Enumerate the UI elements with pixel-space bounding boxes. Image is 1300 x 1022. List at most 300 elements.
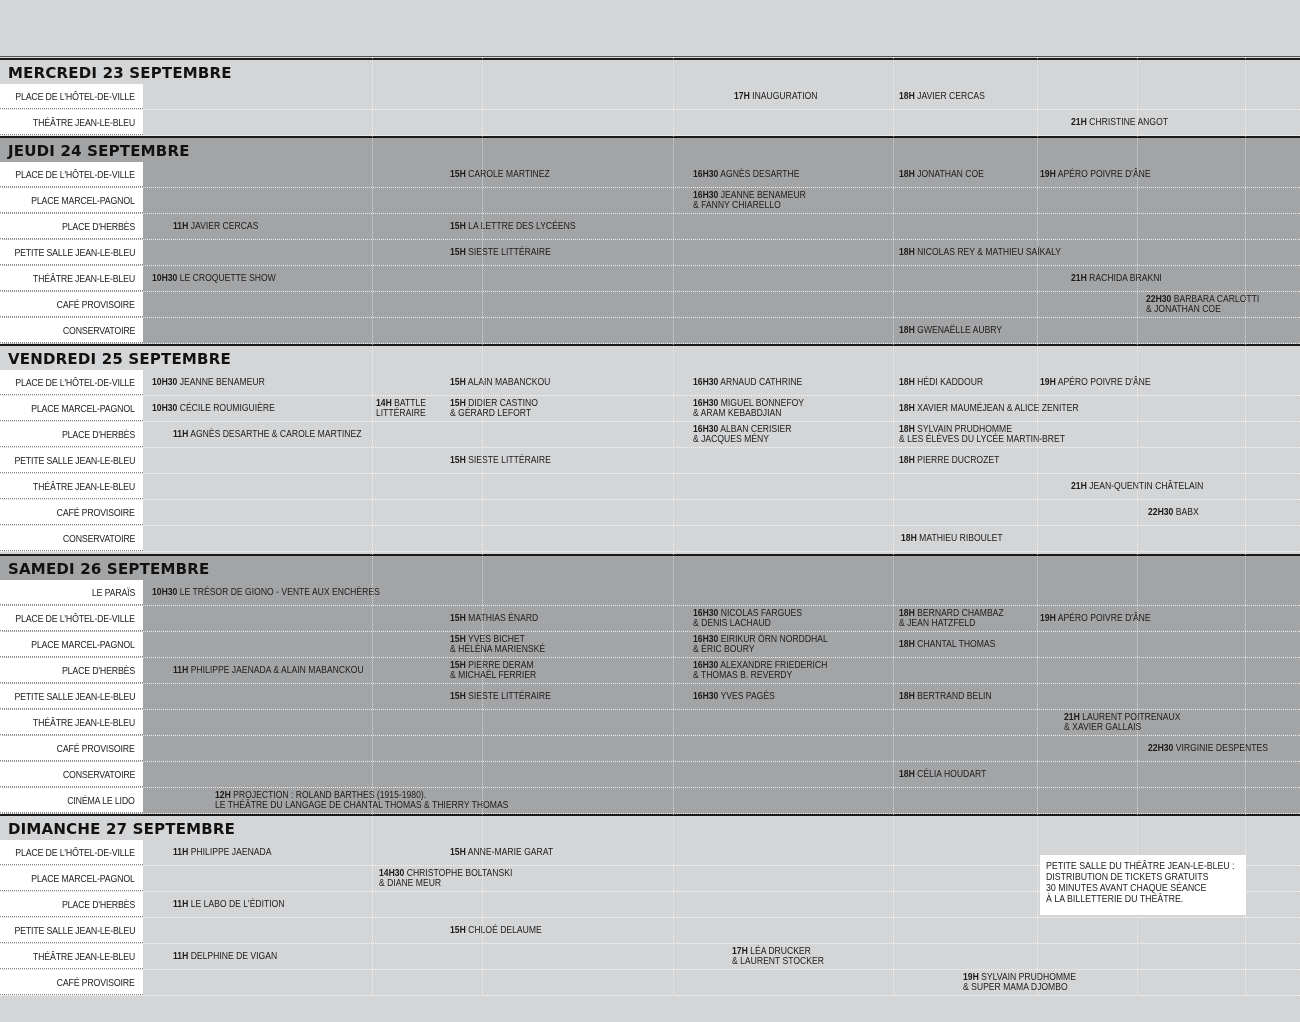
- event-entry: [450, 614, 538, 624]
- event-line: [450, 170, 550, 180]
- event-entry: [1148, 508, 1199, 518]
- day-header: [0, 814, 1300, 840]
- schedule-row: [0, 266, 1300, 292]
- venue-label: THÉÂTRE JEAN-LE-BLEU: [32, 118, 135, 129]
- day-section: [0, 136, 1300, 344]
- event-text: SIESTE LITTÉRAIRE: [468, 247, 551, 258]
- event-entry: [1040, 170, 1151, 180]
- venue-cell: [0, 736, 143, 761]
- schedule-row: [0, 370, 1300, 396]
- event-entry: [899, 425, 1065, 445]
- event-text: PIERRE DUCROZET: [917, 455, 1000, 466]
- day-title: JEUDI 24 SEPTEMBRE: [8, 142, 190, 160]
- event-line: [450, 248, 551, 258]
- event-time: 16H30: [693, 398, 719, 409]
- day-title: MERCREDI 23 SEPTEMBRE: [8, 64, 232, 82]
- event-line: [693, 671, 827, 681]
- event-time: 10H30: [152, 273, 178, 284]
- event-line: [693, 409, 804, 419]
- event-text: & SUPER MAMA DJOMBO: [963, 982, 1068, 993]
- event-line: [152, 378, 265, 388]
- event-entry: [693, 191, 806, 211]
- event-entry: [899, 770, 986, 780]
- event-text: & ARAM KEBABDJIAN: [693, 408, 782, 419]
- event-text: JAVIER CERCAS: [917, 91, 985, 102]
- event-text: & ÉRIC BOURY: [693, 644, 755, 655]
- event-text: BABX: [1175, 507, 1199, 518]
- event-entry: [379, 869, 512, 889]
- event-time: 15H: [450, 660, 466, 671]
- venue-label: PLACE MARCEL-PAGNOL: [31, 404, 135, 415]
- event-text: YVES PAGÈS: [720, 691, 775, 702]
- event-line: [173, 848, 271, 858]
- venue-label: PETITE SALLE JEAN-LE-BLEU: [14, 926, 135, 937]
- event-entry: [450, 222, 576, 232]
- event-time: 19H: [1040, 377, 1056, 388]
- day-title: VENDREDI 25 SEPTEMBRE: [8, 350, 231, 368]
- event-entry: [693, 399, 804, 419]
- column-guide: [482, 57, 483, 997]
- event-entry: [215, 791, 508, 811]
- event-text: SYLVAIN PRUDHOMME: [981, 972, 1076, 983]
- event-text: BERNARD CHAMBAZ: [917, 608, 1004, 619]
- event-entry: [899, 640, 995, 650]
- event-text: CÉCILE ROUMIGUIÈRE: [179, 403, 275, 414]
- event-time: 18H: [899, 455, 915, 466]
- venue-label: PLACE MARCEL-PAGNOL: [31, 640, 135, 651]
- event-line: [450, 848, 553, 858]
- event-time: 15H: [450, 377, 466, 388]
- venue-label: PLACE DE L'HÔTEL-DE-VILLE: [15, 848, 135, 859]
- day-header: [0, 136, 1300, 162]
- event-text: & GÉRARD LEFORT: [450, 408, 532, 419]
- event-text: & MICHAËL FERRIER: [450, 670, 537, 681]
- event-time: 14H30: [379, 868, 405, 879]
- schedule-row: [0, 110, 1300, 136]
- event-entry: [450, 635, 545, 655]
- notice-line: DISTRIBUTION DE TICKETS GRATUITS: [1046, 872, 1209, 883]
- event-text: VIRGINIE DESPENTES: [1175, 743, 1268, 754]
- event-line: [899, 404, 1079, 414]
- event-text: CHANTAL THOMAS: [917, 639, 996, 650]
- event-text: JEAN-QUENTIN CHÂTELAIN: [1089, 481, 1204, 492]
- event-text: & DIANE MEUR: [379, 878, 442, 889]
- event-entry: [693, 425, 791, 445]
- event-text: LAURENT POITRENAUX: [1082, 712, 1181, 723]
- event-entry: [899, 456, 999, 466]
- event-text: ALBAN CERISIER: [720, 424, 792, 435]
- venue-label: PLACE D'HERBÈS: [61, 430, 135, 441]
- event-text: ARNAUD CATHRINE: [720, 377, 803, 388]
- event-time: 21H: [1071, 117, 1087, 128]
- event-time: 21H: [1071, 273, 1087, 284]
- venue-cell: [0, 240, 143, 265]
- event-line: [1071, 274, 1162, 284]
- event-text: & THOMAS B. REVERDY: [693, 670, 793, 681]
- venue-cell: [0, 292, 143, 317]
- event-text: CHRISTOPHE BOLTANSKI: [406, 868, 513, 879]
- schedule-row: [0, 918, 1300, 944]
- event-text: LE THÉÂTRE DU LANGAGE DE CHANTAL THOMAS & THIERRY THOMAS: [215, 800, 509, 811]
- ticket-notice: [1040, 855, 1246, 915]
- schedule-row: [0, 632, 1300, 658]
- venue-cell: [0, 710, 143, 735]
- event-line: [899, 435, 1065, 445]
- event-text: MATHIAS ÉNARD: [468, 613, 539, 624]
- event-entry: [450, 378, 550, 388]
- venue-label: CAFÉ PROVISOIRE: [56, 300, 135, 311]
- event-line: [693, 619, 802, 629]
- notice-line: 30 MINUTES AVANT CHAQUE SÉANCE: [1046, 883, 1207, 894]
- schedule-row: [0, 684, 1300, 710]
- event-entry: [450, 170, 550, 180]
- event-line: [152, 274, 276, 284]
- event-line: [899, 378, 983, 388]
- event-time: 10H30: [152, 403, 178, 414]
- day-title: DIMANCHE 27 SEPTEMBRE: [8, 820, 236, 838]
- day-title: SAMEDI 26 SEPTEMBRE: [8, 560, 210, 578]
- event-text: & XAVIER GALLAIS: [1064, 722, 1142, 733]
- event-text: & LAURENT STOCKER: [732, 956, 824, 967]
- event-line: [379, 879, 512, 889]
- event-line: [376, 409, 426, 419]
- event-text: LA LETTRE DES LYCÉENS: [468, 221, 576, 232]
- event-entry: [693, 661, 827, 681]
- event-text: & JACQUES MÉNY: [693, 434, 769, 445]
- event-time: 21H: [1064, 712, 1080, 723]
- event-line: [899, 692, 992, 702]
- event-time: 16H30: [693, 377, 719, 388]
- event-text: RACHIDA BRAKNI: [1089, 273, 1162, 284]
- day-header: [0, 344, 1300, 370]
- event-time: 17H: [732, 946, 748, 957]
- event-line: [899, 170, 984, 180]
- event-text: BARBARA CARLOTTI: [1173, 294, 1260, 305]
- day-section: [0, 344, 1300, 552]
- event-time: 22H30: [1148, 507, 1174, 518]
- schedule-row: [0, 84, 1300, 110]
- venue-label: PLACE D'HERBÈS: [61, 222, 135, 233]
- notice-line: PETITE SALLE DU THÉÂTRE JEAN-LE-BLEU :: [1046, 861, 1235, 872]
- event-text: XAVIER MAUMÉJEAN & ALICE ZENITER: [917, 403, 1079, 414]
- event-text: PHILIPPE JAENADA: [190, 847, 272, 858]
- event-text: DIDIER CASTINO: [468, 398, 538, 409]
- event-entry: [173, 900, 285, 910]
- event-entry: [450, 848, 553, 858]
- venue-label: PLACE DE L'HÔTEL-DE-VILLE: [15, 92, 135, 103]
- event-entry: [899, 92, 985, 102]
- schedule-row: [0, 318, 1300, 344]
- event-line: [693, 645, 828, 655]
- event-entry: [152, 588, 380, 598]
- event-entry: [963, 973, 1076, 993]
- venue-label: CAFÉ PROVISOIRE: [56, 978, 135, 989]
- venue-cell: [0, 110, 143, 135]
- venue-cell: [0, 658, 143, 683]
- venue-label: PETITE SALLE JEAN-LE-BLEU: [14, 456, 135, 467]
- event-line: [899, 640, 995, 650]
- venue-cell: [0, 762, 143, 787]
- column-guide: [1037, 57, 1038, 997]
- venue-label: PLACE MARCEL-PAGNOL: [31, 196, 135, 207]
- event-line: [450, 692, 551, 702]
- event-time: 12H: [215, 790, 231, 801]
- event-entry: [376, 399, 426, 419]
- event-entry: [693, 635, 828, 655]
- event-text: SIESTE LITTÉRAIRE: [468, 691, 551, 702]
- event-line: [732, 957, 824, 967]
- event-time: 18H: [899, 247, 915, 258]
- venue-label: PLACE DE L'HÔTEL-DE-VILLE: [15, 378, 135, 389]
- day-header: [0, 58, 1300, 84]
- event-line: [899, 770, 986, 780]
- event-time: 18H: [901, 533, 917, 544]
- event-text: APÉRO POIVRE D'ÂNE: [1057, 377, 1151, 388]
- event-entry: [152, 274, 276, 284]
- venue-cell: [0, 266, 143, 291]
- schedule-row: [0, 710, 1300, 736]
- schedule-row: [0, 240, 1300, 266]
- event-entry: [899, 326, 1002, 336]
- day-section: [0, 58, 1300, 136]
- venue-cell: [0, 840, 143, 865]
- event-entry: [899, 692, 992, 702]
- event-time: 10H30: [152, 377, 178, 388]
- event-time: 15H: [450, 398, 466, 409]
- event-time: 16H30: [693, 169, 719, 180]
- event-entry: [173, 952, 277, 962]
- event-entry: [450, 692, 551, 702]
- event-text: & JONATHAN COE: [1146, 304, 1221, 315]
- event-line: [450, 614, 538, 624]
- event-time: 18H: [899, 424, 915, 435]
- event-entry: [152, 404, 275, 414]
- event-entry: [1146, 295, 1259, 315]
- event-line: [1040, 170, 1151, 180]
- event-text: NICOLAS REY & MATHIEU SAÏKALY: [917, 247, 1062, 258]
- event-time: 18H: [899, 169, 915, 180]
- venue-cell: [0, 526, 143, 551]
- event-line: [450, 926, 542, 936]
- schedule-row: [0, 526, 1300, 552]
- event-line: [1148, 508, 1199, 518]
- event-line: [899, 619, 1004, 629]
- event-text: LE LABO DE L'ÉDITION: [190, 899, 285, 910]
- venue-label: PLACE DE L'HÔTEL-DE-VILLE: [15, 614, 135, 625]
- event-text: ALAIN MABANCKOU: [467, 377, 551, 388]
- event-text: LÉA DRUCKER: [750, 946, 811, 957]
- event-entry: [693, 378, 802, 388]
- event-text: SYLVAIN PRUDHOMME: [917, 424, 1012, 435]
- schedule-row: [0, 606, 1300, 632]
- column-guide: [372, 57, 373, 997]
- venue-cell: [0, 606, 143, 631]
- event-line: [1146, 305, 1259, 315]
- event-time: 18H: [899, 377, 915, 388]
- event-line: [734, 92, 817, 102]
- event-line: [963, 983, 1076, 993]
- event-text: BERTRAND BELIN: [917, 691, 992, 702]
- schedule-row: [0, 188, 1300, 214]
- event-line: [1040, 614, 1151, 624]
- venue-cell: [0, 632, 143, 657]
- schedule-row: [0, 422, 1300, 448]
- venue-label: CAFÉ PROVISOIRE: [56, 744, 135, 755]
- event-entry: [693, 692, 775, 702]
- event-text: GWENAËLLE AUBRY: [917, 325, 1003, 336]
- event-time: 15H: [450, 169, 466, 180]
- schedule-row: [0, 788, 1300, 814]
- event-text: & HÉLÉNA MARIENSKÉ: [450, 644, 546, 655]
- event-text: PIERRE DERAM: [468, 660, 534, 671]
- event-entry: [734, 92, 817, 102]
- event-entry: [732, 947, 824, 967]
- venue-label: THÉÂTRE JEAN-LE-BLEU: [32, 274, 135, 285]
- event-entry: [899, 404, 1079, 414]
- event-time: 16H30: [693, 190, 719, 201]
- event-line: [152, 404, 275, 414]
- event-time: 18H: [899, 769, 915, 780]
- schedule-row: [0, 162, 1300, 188]
- venue-cell: [0, 318, 143, 343]
- event-line: [693, 692, 775, 702]
- venue-cell: [0, 162, 143, 187]
- schedule-row: [0, 396, 1300, 422]
- event-time: 19H: [1040, 169, 1056, 180]
- event-time: 15H: [450, 613, 466, 624]
- event-text: JEANNE BENAMEUR: [179, 377, 265, 388]
- event-time: 15H: [450, 691, 466, 702]
- event-text: JONATHAN COE: [917, 169, 984, 180]
- venue-cell: [0, 448, 143, 473]
- event-entry: [899, 378, 983, 388]
- event-entry: [152, 378, 265, 388]
- event-line: [450, 645, 545, 655]
- venue-cell: [0, 500, 143, 525]
- event-time: 18H: [899, 691, 915, 702]
- event-text: CHRISTINE ANGOT: [1089, 117, 1169, 128]
- schedule-row: [0, 944, 1300, 970]
- event-time: 19H: [963, 972, 979, 983]
- event-text: MATHIEU RIBOULET: [919, 533, 1003, 544]
- event-text: APÉRO POIVRE D'ÂNE: [1057, 169, 1151, 180]
- venue-label: CONSERVATOIRE: [62, 326, 135, 337]
- event-entry: [901, 534, 1003, 544]
- event-text: YVES BICHET: [468, 634, 525, 645]
- event-text: & JEAN HATZFELD: [899, 618, 976, 629]
- event-text: BATTLE: [394, 398, 427, 409]
- event-line: [450, 222, 576, 232]
- event-time: 16H30: [693, 691, 719, 702]
- venue-label: THÉÂTRE JEAN-LE-BLEU: [32, 952, 135, 963]
- event-time: 16H30: [693, 608, 719, 619]
- venue-label: PLACE DE L'HÔTEL-DE-VILLE: [15, 170, 135, 181]
- venue-cell: [0, 84, 143, 109]
- schedule-row: [0, 736, 1300, 762]
- venue-cell: [0, 866, 143, 891]
- event-line: [450, 456, 551, 466]
- event-time: 16H30: [693, 634, 719, 645]
- schedule-row: [0, 762, 1300, 788]
- venue-label: CONSERVATOIRE: [62, 534, 135, 545]
- event-entry: [1071, 274, 1162, 284]
- event-time: 14H: [376, 398, 392, 409]
- event-text: JEANNE BENAMEUR: [720, 190, 806, 201]
- schedule-row: [0, 658, 1300, 684]
- event-text: PHILIPPE JAENADA & ALAIN MABANCKOU: [190, 665, 364, 676]
- event-time: 18H: [899, 639, 915, 650]
- event-time: 11H: [173, 847, 189, 858]
- event-line: [173, 430, 361, 440]
- event-entry: [173, 430, 361, 440]
- event-text: DELPHINE DE VIGAN: [190, 951, 278, 962]
- venue-cell: [0, 188, 143, 213]
- schedule-row: [0, 580, 1300, 606]
- event-time: 15H: [450, 847, 466, 858]
- event-entry: [450, 399, 538, 419]
- event-entry: [1040, 378, 1151, 388]
- event-line: [899, 326, 1002, 336]
- venue-cell: [0, 474, 143, 499]
- event-text: LITTÉRAIRE: [376, 408, 426, 419]
- event-text: JAVIER CERCAS: [190, 221, 259, 232]
- venue-label: LE PARAÏS: [91, 588, 135, 599]
- event-time: 21H: [1071, 481, 1087, 492]
- event-text: NICOLAS FARGUES: [720, 608, 802, 619]
- event-text: CÉLIA HOUDART: [917, 769, 987, 780]
- event-time: 18H: [899, 403, 915, 414]
- venue-label: PLACE D'HERBÈS: [61, 666, 135, 677]
- event-line: [693, 435, 791, 445]
- event-text: LE TRÉSOR DE GIONO - VENTE AUX ENCHÈRES: [179, 587, 380, 598]
- event-time: 22H30: [1146, 294, 1172, 305]
- schedule-row: [0, 448, 1300, 474]
- venue-label: PETITE SALLE JEAN-LE-BLEU: [14, 248, 135, 259]
- schedule-row: [0, 500, 1300, 526]
- event-entry: [899, 170, 984, 180]
- event-entry: [1064, 713, 1180, 733]
- venue-cell: [0, 788, 143, 813]
- event-time: 11H: [173, 429, 189, 440]
- event-time: 15H: [450, 247, 466, 258]
- venue-cell: [0, 422, 143, 447]
- venue-cell: [0, 580, 143, 605]
- event-text: AGNÈS DESARTHE & CAROLE MARTINEZ: [190, 429, 362, 440]
- event-entry: [693, 170, 799, 180]
- event-text: & FANNY CHIARELLO: [693, 200, 781, 211]
- event-line: [1064, 723, 1180, 733]
- event-time: 11H: [173, 951, 189, 962]
- event-line: [173, 952, 277, 962]
- schedule-row: [0, 214, 1300, 240]
- venue-cell: [0, 370, 143, 395]
- event-line: [899, 92, 985, 102]
- schedule-row: [0, 292, 1300, 318]
- event-entry: [1148, 744, 1268, 754]
- event-line: [1148, 744, 1268, 754]
- event-line: [173, 666, 364, 676]
- column-guide: [893, 57, 894, 997]
- event-line: [152, 588, 380, 598]
- event-text: & LES ÉLÈVES DU LYCÉE MARTIN-BRET: [899, 434, 1066, 445]
- event-entry: [173, 848, 271, 858]
- event-entry: [1040, 614, 1151, 624]
- event-line: [1071, 118, 1168, 128]
- schedule-row: [0, 474, 1300, 500]
- event-time: 18H: [899, 325, 915, 336]
- bottom-band: [0, 996, 1300, 1022]
- event-line: [173, 222, 258, 232]
